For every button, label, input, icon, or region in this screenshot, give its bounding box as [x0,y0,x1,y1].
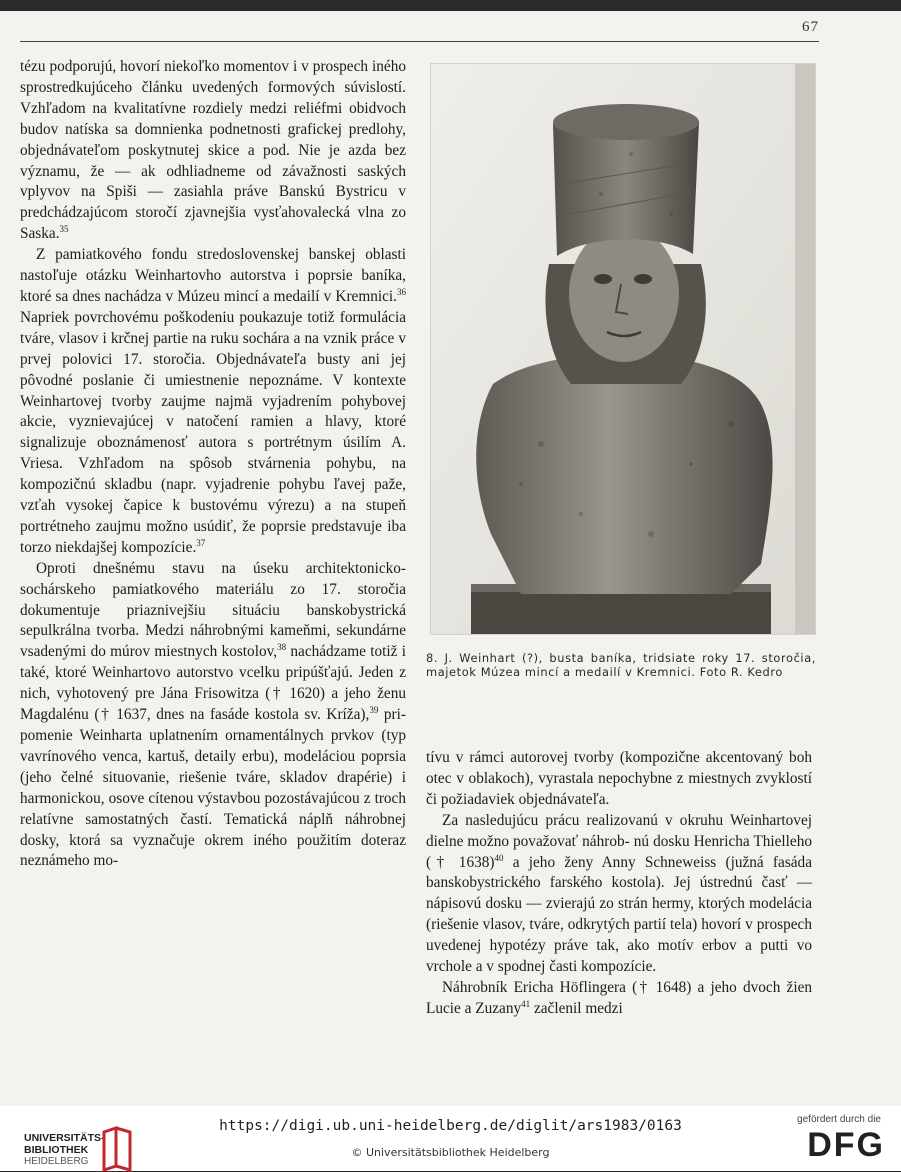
left-text-column [20,57,406,872]
footnote-ref-40[interactable]: 40 [494,852,504,863]
rp3-line1: Náhrobník Ericha Höflingera († 1648) a jeho [442,978,737,996]
rp2b-text: ženy Anny Schneweiss (južná fasáda banskobystrického farského kostola). Jej ústrednú časť — nápisovú dosku — zvierajú zo strán hermy, ktorých modelácia (riešenie vlasov, tváre, odkrytých partií tela) hovorí v prospech uvedenej hypotézy práve tak, ako motív erbov a putti vo vrchole a v spodnej časti kompozície. [426,853,812,976]
bust-face [569,226,679,362]
page-number: 67 [802,19,819,35]
copyright-notice: © Universitätsbibliothek Heidelberg [351,1146,550,1159]
library-name-line1: UNIVERSITÄTS- [24,1132,105,1144]
p2b-text: Napriek povrchovému poškodeniu poukazuje totiž formulácia tváre, vlasov i krčnej partie na ruku sochára a na vznik práce v prvej polovici 17. storočia. Objednávateľa busty ani jej pôvodné poslanie či umiestnenie nepoznáme. V kontexte Weinhartovej tvorby zaujme najmä vyjadrením pohybovej akcie, vyznievajúcej v natočení ramien a hlavy, ktoré signalizuje oboznámenosť autora s portrétnym úsilím A. Vriesa. Vzhľadom na spôsob stvárnenia pohybu, na kompozičnú skladbu (napr. vyjadrenie pohybu ľavej paže, vzťah vysokej čapice k bustovému výrezu) a na stupeň portrétneho zaujmu možno usúdiť, že poprsie predstavuje iba torzo niekdajšej kompozície. [20,308,406,556]
footnote-ref-38[interactable]: 38 [277,642,287,653]
p3c-text: pomenie Weinharta uplatnením ornamentálnych prvkov (typ vavrínového venca, kartuš, detaily erbu), modeláciou poprsia (jeho čelné situovanie, riešenie tváre, skladov drapérie) i harmonickou, osove cítenou výstavbou pozostávajúcou z troch relatívne samostatných častí. Tematická náplň náhrobnej dosky, ktorá sa vyznačuje okrem iného použitím doteraz neznámeho mo- [20,727,406,870]
rp2-after40: a jeho [503,853,556,871]
funded-by-text: gefördert durch die [797,1114,881,1125]
bust-torso [476,354,772,594]
paragraph-2 [20,245,406,559]
rp1-text: tívu v rámci autorovej tvorby (kompozične akcentovaný boh otec v oblakoch), vyrastala nepochybne z miestnych zvyklostí či požiadaviek objednávateľa. [426,749,812,808]
right-paragraph-1 [426,748,812,811]
rp2-before40: nú dosku Henricha Thielleho († 1638) [426,832,813,871]
p3-after38: nachádzame totiž [286,643,398,661]
p3-after39: pri- [378,706,406,724]
dfg-logo[interactable]: DFG [807,1126,885,1164]
footnote-ref-39[interactable]: 39 [369,705,379,715]
right-text-column [426,748,812,1020]
right-paragraph-3 [426,978,812,1020]
p3b-text: i také, ktoré Weinhartovo autorstvo vcelku pripúšťajú. Jeden z nich, vyhotovený pre Jána Frisowitza († 1620) a jeho ženu Magdalénu († 1637, dnes na fasáde kostola sv. Kríža), [20,643,406,724]
library-name-line2: BIBLIOTHEK [24,1144,89,1156]
rp2-text: Za nasledujúcu prácu realizovanú v okruhu Weinhartovej dielne možno považovať náhrob- [426,811,812,850]
library-name-line3: HEIDELBERG [24,1156,89,1167]
paragraph-3 [20,559,406,873]
figure-caption: 8. J. Weinhart (?), busta baníka, tridsiate roky 17. storočia, majetok Múzea mincí a medailí v Kremnici. Foto R. Kedro [426,651,816,679]
footnote-ref-35[interactable]: 35 [59,224,69,235]
p2-text: Z pamiatkového fondu stredoslovenskej banskej oblasti nastoľuje otázku Weinhartovho autorstva i poprsie baníka, ktoré sa dnes nachádza v Múzeu mincí a medailí v Kremnici. [20,246,406,305]
bust-photograph [430,63,816,635]
p1-text: tézu podporujú, hovorí niekoľko momentov i v prospech iného sprostredkujúceho článku uvedených formových súvislostí. Vzhľadom na kvalitatívne rozdiely medzi reliéfmi obidvoch budov natíska sa domnienka podnetnosti grafickej predlohy, objednávateľom poskytnutej skice a pod. Nie je azda bez významu, že — ak odhliadneme od závažnosti saských vplyvov na Spiši — zasiahla práve Banskú Bystricu v predchádzajúcom storočí zjavnejšia vysťahovalecká vlna zo Saska. [20,58,406,243]
footer-bar [0,1106,901,1171]
rp3-after41: začlenil medzi [530,999,623,1017]
footnote-ref-37[interactable]: 37 [196,537,206,548]
footnote-ref-36[interactable]: 36 [397,286,406,297]
footnote-ref-41[interactable]: 41 [521,998,531,1009]
document-page [0,11,901,1106]
right-paragraph-2 [426,811,812,978]
bust-illustration [431,64,815,634]
paragraph-1 [20,57,406,245]
header-rule [20,41,819,42]
permalink-url[interactable]: https://digi.ub.uni-heidelberg.de/diglit/ars1983/0163 [219,1118,682,1134]
p3-text: Oproti dnešnému stavu na úseku architektonicko-sochárskeho pamiatkového materiálu zo 17. storočia dokumentuje priaznivejšiu situáciu banskobystrická sepulkrálna tvorba. Medzi náhrobnými kameňmi, sekundárne vsadenými do múrov miestnych kostolov, [20,559,406,661]
rp3-line2: dvoch žien Lucie a Zuzany [426,978,813,1017]
